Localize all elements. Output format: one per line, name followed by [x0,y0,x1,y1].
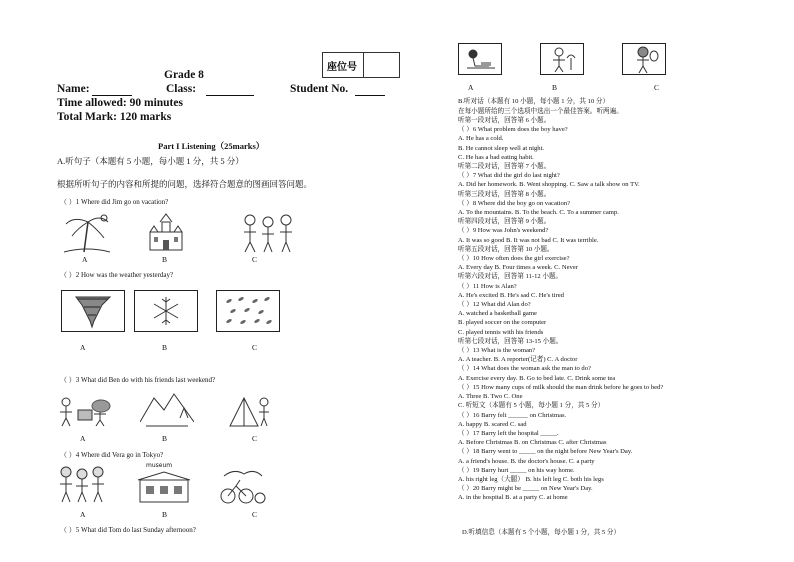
seat-number-cell[interactable] [363,53,364,77]
name-label: Name: [57,83,90,95]
section-b-line: C. played tennis with his friends [458,328,544,336]
section-b-line: A. Did her homework. B. Went shopping. C. Saw a talk show on TV. [458,181,640,189]
section-c-line: A. happy B. scared C. sad [458,420,527,428]
section-c-line: A. his right leg（大腿） B. his left leg C. both his legs [458,475,604,483]
section-c-line: A. in the hospital B. at a party C. at home [458,494,568,502]
option-4c-cycling-picture [214,466,274,506]
option-5a-label: A [468,83,474,92]
section-b-line: （ ）9 How was John's weekend? [458,227,549,235]
question-1: （ ）1 Where did Jim go on vacation? [60,198,169,206]
option-2a-label: A [80,343,86,352]
question-3: （ ）3 What did Ben do with his friends last weekend? [60,376,216,384]
section-c-line: （ ）17 Barry left the hospital _____. [458,429,559,437]
option-4b-museum-picture [136,470,192,504]
section-b-line: （ ）10 How often does the girl exercise? [458,255,570,263]
section-b-lines [458,116,663,503]
time-allowed: Time allowed: 90 minutes [57,97,183,109]
section-c-line: A. a friend's house. B. the doctor's house. C. a party [458,457,595,465]
option-2c-rainy-picture [216,290,280,332]
option-1a-label: A [82,255,88,264]
option-3c-camping-picture [226,388,272,430]
section-c-line: （ ）16 Barry felt ______ on Christmas. [458,411,567,419]
section-c-line: （ ）18 Barry went to _____ on the night before New Year's Day. [458,448,633,456]
section-b-line: A. He's excited B. He's sad C. He's tired [458,291,564,299]
question-5: （ ）5 What did Tom do last Sunday afternoon? [60,526,196,534]
section-b-line: A. Three B. Two C. One [458,393,523,401]
section-b-line: 听第三段对话，回答第 8 小题。 [458,190,551,198]
option-1b-label: B [162,255,168,264]
option-4a-family-picture [56,464,108,504]
section-b-line: A. A teacher. B. A reporter(记者) C. A doctor [458,356,578,364]
class-blank[interactable] [206,95,254,96]
section-a-instruction: 根据所听句子的内容和所提的问题，选择符合题意的图画回答问题。 [57,179,313,189]
option-2b-label: B [162,343,168,352]
option-5a-homework-picture [458,43,502,75]
section-b-line: （ ）14 What does the woman ask the man to do? [458,365,591,373]
section-c-line: （ ）20 Barry might be _____ on New Year's Day. [458,485,593,493]
section-b-line: A. Every day B. Four times a week. C. Never [458,264,578,272]
option-5b-gardening-picture [540,43,584,75]
option-1b-palace-picture [146,212,186,252]
question-2: （ ）2 How was the weather yesterday? [60,271,174,279]
section-b-line: A. watched a basketball game [458,310,537,318]
seat-number-box [322,52,400,78]
option-3a-extra-picture [90,398,112,414]
option-4a-label: A [80,510,86,519]
question-4: （ ）4 Where did Vera go in Tokyo? [60,451,164,459]
section-b-line: （ ）6 What problem does the boy have? [458,126,568,134]
section-b-line: 听第七段对话，回答第 13-15 小题。 [458,337,563,345]
section-b-line: 听第一段对话，回答第 6 小题。 [458,117,551,124]
option-5c-label: C [654,83,660,92]
section-c-line: （ ）19 Barry hurt _____ on his way home. [458,466,575,474]
section-b-line: （ ）13 What is the woman? [458,347,536,355]
student-no-label: Student No. [290,83,349,95]
section-b-line: C. He has a bad eating habit. [458,153,534,161]
section-b-line: B. played soccer on the computer [458,319,547,327]
class-label: Class: [166,83,197,95]
option-2a-windy-picture [61,290,125,332]
section-b-line: 听第四段对话，回答第 9 小题。 [458,218,551,226]
option-5b-label: B [552,83,558,92]
museum-sign: museum [146,462,173,469]
option-4c-label: C [252,510,258,519]
section-b-line: （ ）11 How is Alan? [458,282,517,290]
seat-number-label: 座位号 [327,62,357,73]
option-3b-mountains-picture [140,388,194,428]
section-b-line: 听第五段对话，回答第 10 小题。 [458,245,554,253]
option-2b-snowy-picture [134,290,198,332]
section-c-line: A. Before Christmas B. on Christmas C. after Christmas [458,439,607,447]
section-b-line: （ ）7 What did the girl do last night? [458,172,560,180]
option-1a-beach-picture [64,212,110,254]
student-no-blank[interactable] [355,95,385,96]
total-mark: Total Mark: 120 marks [57,111,172,123]
option-4b-label: B [162,510,168,519]
option-3b-label: B [162,434,168,443]
section-d-title: D.听填信息（本题有 5 个小题，每小题 1 分，共 5 分） [462,529,621,536]
section-b-line: （ ）15 How many cups of milk should the man drink before he goes to bed? [458,383,664,391]
section-b-line: A. To the mountains. B. To the beach. C. To a summer camp. [458,209,619,217]
option-1c-people-picture [240,210,296,254]
section-b-line: B. He cannot sleep well at night. [458,144,545,152]
option-3a-label: A [80,434,86,443]
section-b-line: 听第二段对话，回答第 7 小题。 [458,163,551,171]
option-3c-label: C [252,434,258,443]
section-c-title: C. 听短文（本题有 5 小题，每小题 1 分，共 5 分） [458,402,605,410]
grade-title: Grade 8 [164,69,204,81]
section-b-line: （ ）8 Where did the boy go on vacation? [458,199,571,207]
option-2c-label: C [252,343,258,352]
section-b-title: B.听对话（本题有 10 小题，每小题 1 分，共 10 分） [458,98,610,105]
section-b-line: 听第六段对话，回答第 11-12 小题。 [458,273,563,281]
part1-title: Part I Listening（25marks） [158,141,265,151]
section-b-line: A. Exercise every day. B. Go to bed late. C. Drink some tea [458,374,616,382]
section-b-line: （ ）12 What did Alan do? [458,301,531,309]
option-5c-tennis-picture [622,43,666,75]
section-b-instruction: 在每小题所给的三个选项中选出一个最佳答案。听两遍。 [458,108,623,115]
option-1c-label: C [252,255,258,264]
name-blank[interactable] [92,95,132,96]
section-a-title: A.听句子（本题有 5 小题，每小题 1 分，共 5 分） [57,156,244,166]
section-b-line: A. He has a cold. [458,135,504,143]
section-b-line: A. It was so good B. It was not bad C. It was terrible. [458,236,599,244]
